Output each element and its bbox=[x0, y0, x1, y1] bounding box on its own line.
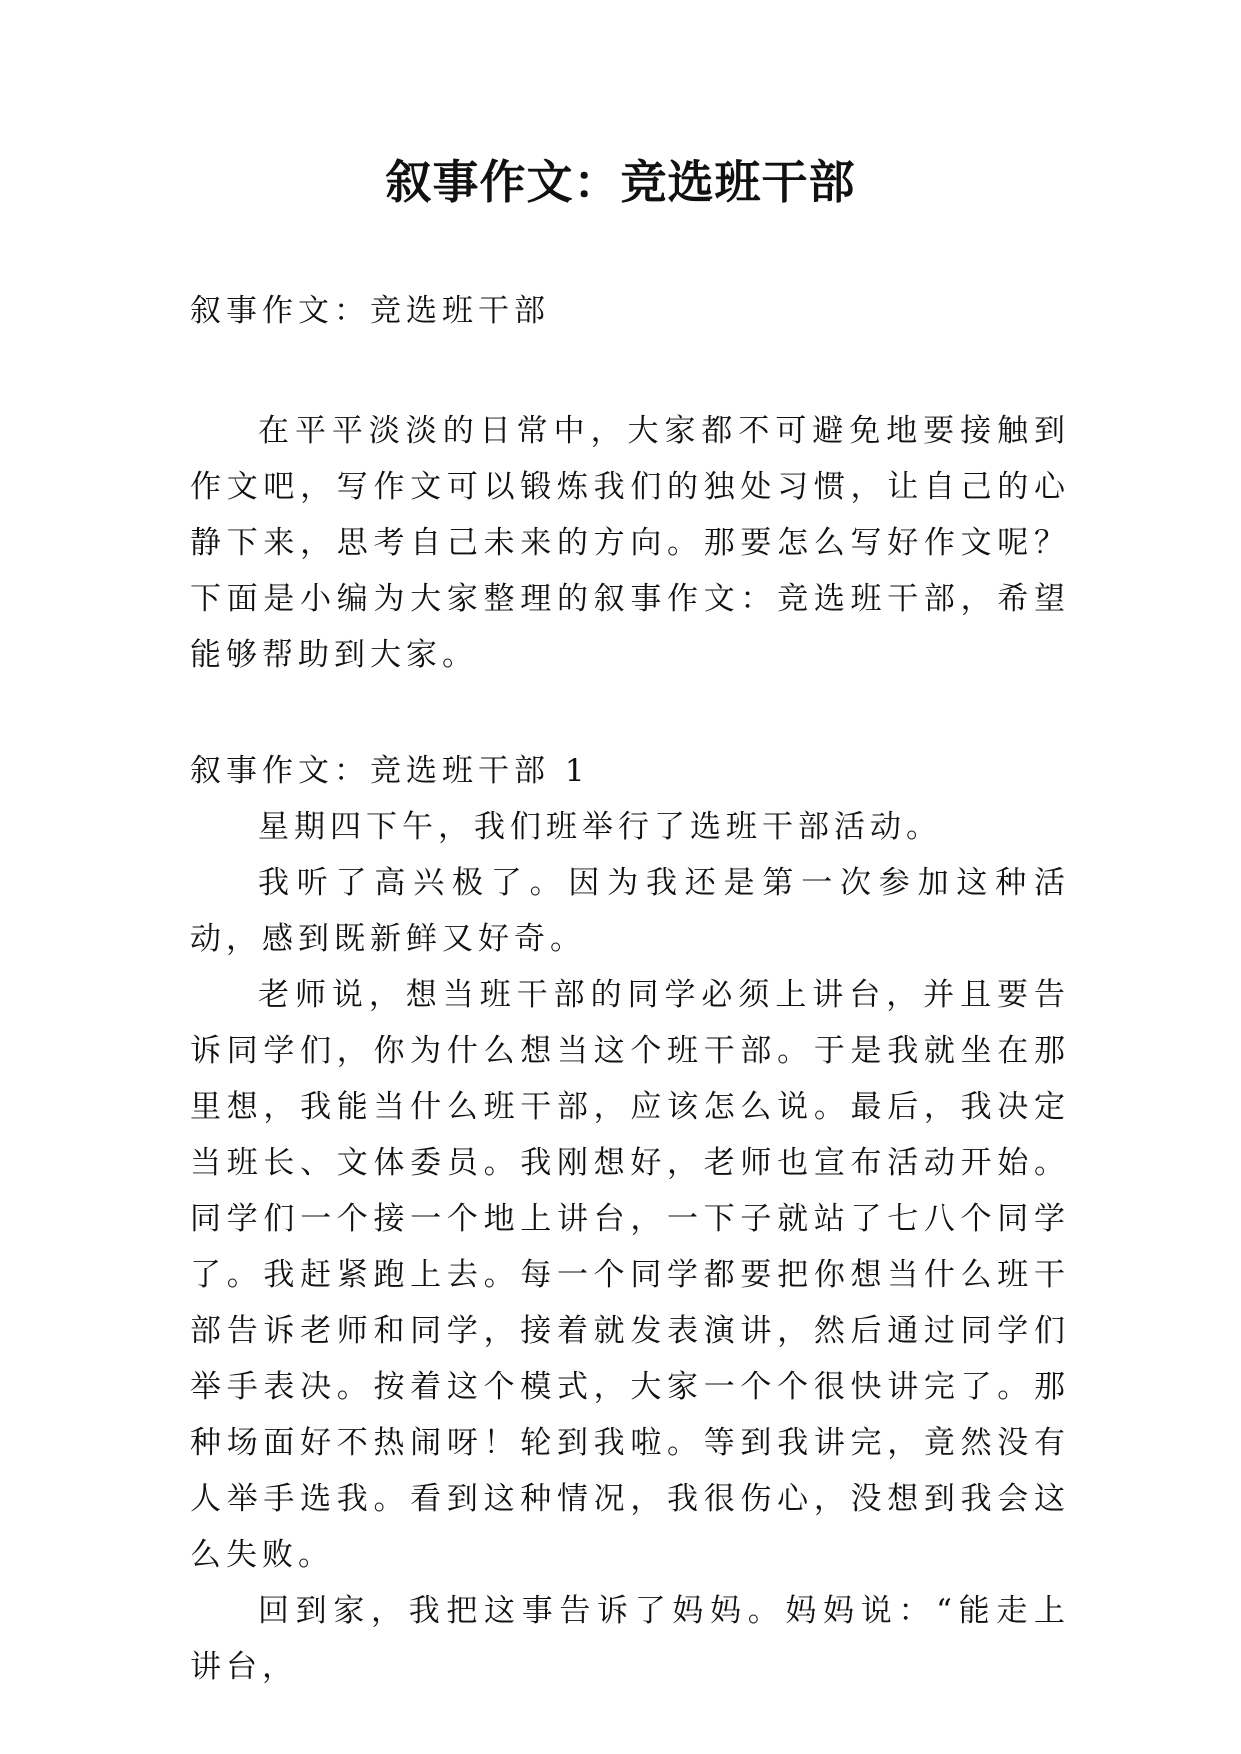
document-subtitle: 叙事作文：竞选班干部 bbox=[190, 293, 550, 329]
document-title: 叙事作文：竞选班干部 bbox=[385, 155, 856, 209]
spacer bbox=[190, 683, 1070, 743]
intro-paragraph: 在平平淡淡的日常中，大家都不可避免地要接触到作文吧，写作文可以锻炼我们的独处习惯，让自己的心静下来，思考自己未来的方向。那要怎么写好作文呢？下面是小编为大家整理的叙事作文：竞选班干部，希望能够帮助到大家。 bbox=[190, 413, 1070, 673]
body-paragraph-4: 回到家，我把这事告诉了妈妈。妈妈说：“能走上讲台， bbox=[190, 1593, 1070, 1685]
spacer bbox=[190, 339, 1070, 403]
body-paragraph-2: 我听了高兴极了。因为我还是第一次参加这种活动，感到既新鲜又好奇。 bbox=[190, 865, 1070, 957]
document-body bbox=[190, 283, 1070, 1695]
body-paragraph-3: 老师说，想当班干部的同学必须上讲台，并且要告诉同学们，你为什么想当这个班干部。于是我就坐在那里想，我能当什么班干部，应该怎么说。最后，我决定当班长、文体委员。我刚想好，老师也宣布活动开始。同学们一个接一个地上讲台，一下子就站了七八个同学了。我赶紧跑上去。每一个同学都要把你想当什么班干部告诉老师和同学，接着就发表演讲，然后通过同学们举手表决。按着这个模式，大家一个个很快讲完了。那种场面好不热闹呀！轮到我啦。等到我讲完，竟然没有人举手选我。看到这种情况，我很伤心，没想到我会这么失败。 bbox=[190, 977, 1070, 1573]
section-heading: 叙事作文：竞选班干部 1 bbox=[190, 753, 590, 789]
body-paragraph-1: 星期四下午，我们班举行了选班干部活动。 bbox=[258, 809, 942, 845]
